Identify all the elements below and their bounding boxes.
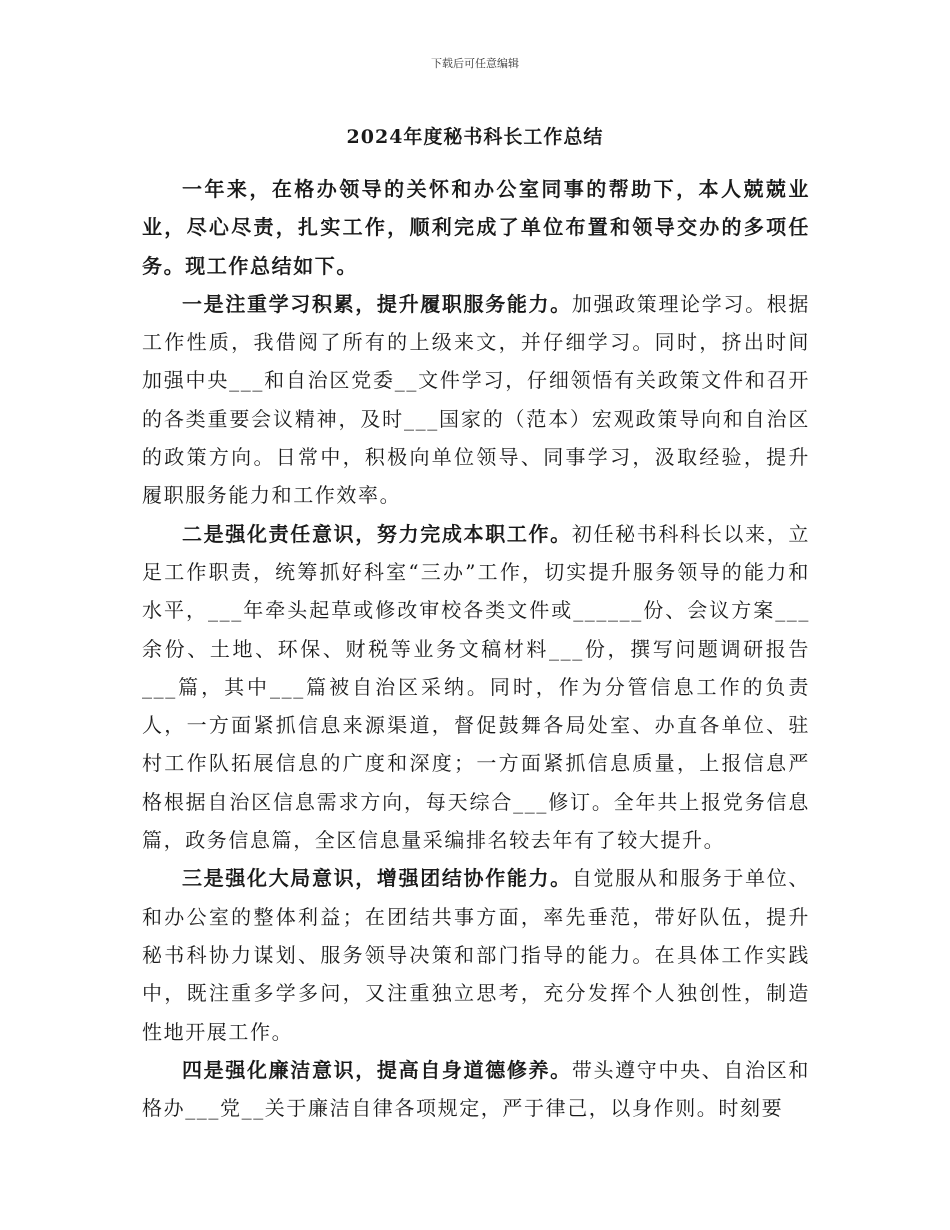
- section-2-paragraph: [142, 515, 810, 860]
- section-1-lead: 一是注重学习积累，提升履职服务能力。: [182, 291, 572, 316]
- section-3-lead: 三是强化大局意识，增强团结协作能力。: [182, 866, 572, 891]
- intro-paragraph: 一年来，在格办领导的关怀和办公室同事的帮助下，本人兢兢业业，尽心尽责，扎实工作，顺利完成了单位布置和领导交办的多项任务。现工作总结如下。: [142, 177, 810, 278]
- document-body: [142, 170, 810, 1127]
- section-1-paragraph: [142, 285, 810, 515]
- section-3-text: 自觉服从和服务于单位、和办公室的整体利益；在团结共事方面，率先垂范，带好队伍，提升秘书科协力谋划、服务领导决策和部门指导的能力。在具体工作实践中，既注重多学多问，又注重独立思考，充分发挥个人独创性，制造性地开展工作。: [142, 866, 810, 1044]
- section-1-text: 加强政策理论学习。根据工作性质，我借阅了所有的上级来文，并仔细学习。同时，挤出时间加强中央___和自治区党委__文件学习，仔细领悟有关政策文件和召开的各类重要会议精神，及时___国家的（范本）宏观政策导向和自治区的政策方向。日常中，积极向单位领导、同事学习，汲取经验，提升履职服务能力和工作效率。: [142, 291, 810, 508]
- section-2-lead: 二是强化责任意识，努力完成本职工作。: [182, 521, 572, 546]
- section-3-paragraph: [142, 859, 810, 1050]
- section-4-text: 带头遵守中央、自治区和格办___党__关于廉洁自律各项规定，严于律己，以身作则。时刻要: [142, 1057, 810, 1121]
- section-2-text: 初任秘书科科长以来，立足工作职责，统筹抓好科室“三办”工作，切实提升服务领导的能力和水平，___年牵头起草或修改审校各类文件或______份、会议方案___余份、土地、环保、财税等业务文稿材料___份，撰写问题调研报告___篇，其中___篇被自治区采纳。同时，作为分管信息工作的负责人，一方面紧抓信息来源渠道，督促鼓舞各局处室、办直各单位、驻村工作队拓展信息的广度和深度；一方面紧抓信息质量，上报信息严格根据自治区信息需求方向，每天综合___修订。全年共上报党务信息篇，政务信息篇，全区信息量采编排名较去年有了较大提升。: [142, 521, 810, 853]
- section-4-lead: 四是强化廉洁意识，提高自身道德修养。: [182, 1057, 572, 1082]
- document-title: 2024年度秘书科长工作总结: [346, 126, 604, 148]
- header-note: 下载后可任意编辑: [431, 57, 519, 70]
- section-4-paragraph: [142, 1051, 810, 1128]
